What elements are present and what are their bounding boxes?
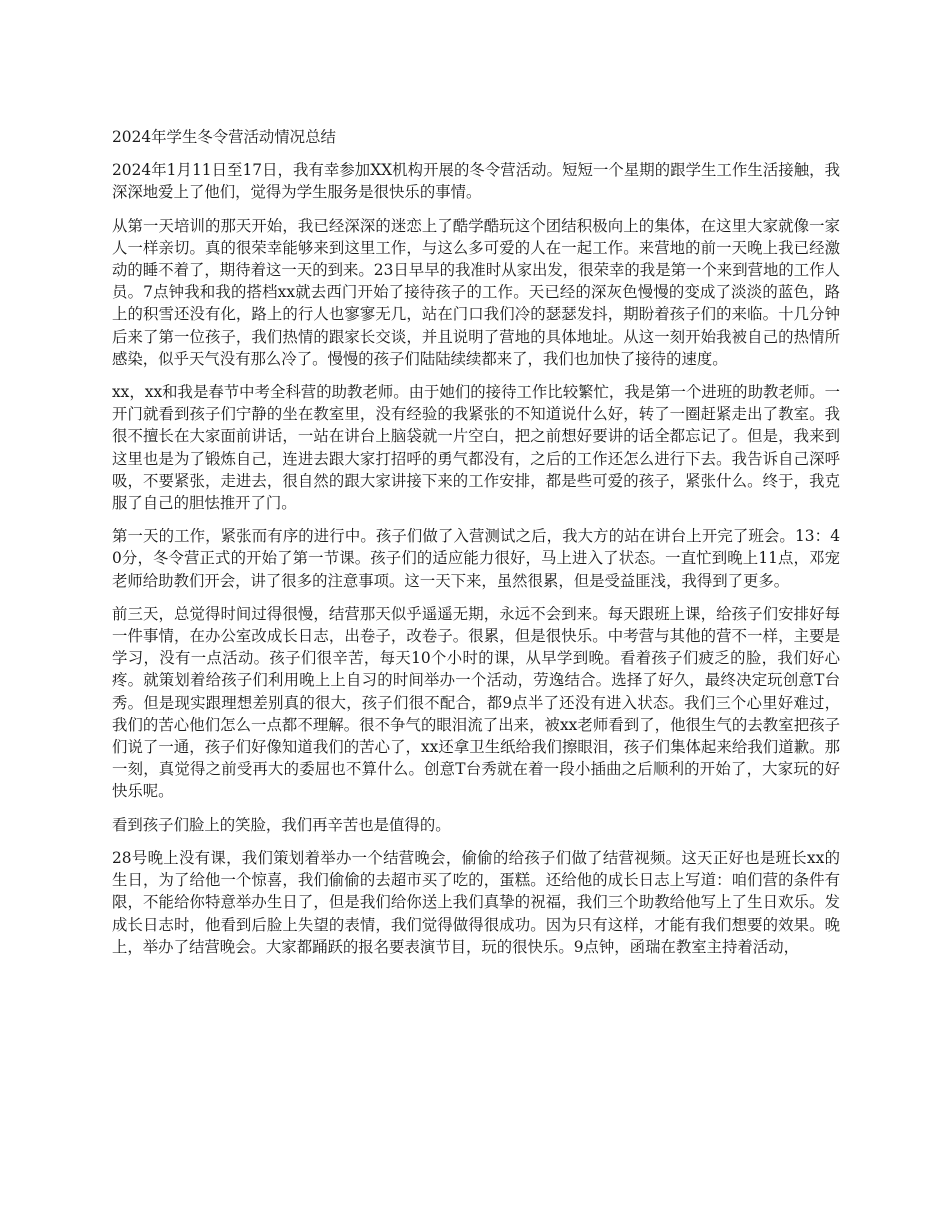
paragraph-7: 28号晚上没有课，我们策划着举办一个结营晚会，偷偷的给孩子们做了结营视频。这天正好也是班长xx的生日，为了给他一个惊喜，我们偷偷的去超市买了吃的，蛋糕。还给他的成长日志上写道：咱们营的条件有限，不能给你特意举办生日了，但是我们给你送上我们真挚的祝福，我们三个助教给他写上了生日欢乐。发成长日志时，他看到后脸上失望的表情，我们觉得做得很成功。因为只有这样，才能有我们想要的效果。晚上，举办了结营晚会。大家都踊跃的报名要表演节目，玩的很快乐。9点钟，函瑞在教室主持着活动， [112,848,840,956]
paragraph-3: xx，xx和我是春节中考全科营的助教老师。由于她们的接待工作比较繁忙，我是第一个进班的助教老师。一开门就看到孩子们宁静的坐在教室里，没有经验的我紧张的不知道说什么好，转了一圈赶紧走出了教室。我很不擅长在大家面前讲话，一站在讲台上脑袋就一片空白，把之前想好要讲的话全都忘记了。但是，我来到这里也是为了锻炼自己，连进去跟大家打招呼的勇气都没有，之后的工作还怎么进行下去。我告诉自己深呼吸，不要紧张，走进去，很自然的跟大家讲接下来的工作安排，都是些可爱的孩子，紧张什么。终于，我克服了自己的胆怯推开了门。 [112,383,840,513]
paragraph-5: 前三天，总觉得时间过得很慢，结营那天似乎遥遥无期，永远不会到来。每天跟班上课，给孩子们安排好每一件事情，在办公室改成长日志，出卷子，改卷子。很累，但是很快乐。中考营与其他的营不一样，主要是学习，没有一点活动。孩子们很辛苦，每天10个小时的课，从早学到晚。看着孩子们疲乏的脸，我们好心疼。就策划着给孩子们利用晚上上自习的时间举办一个活动，劳逸结合。选择了好久，最终决定玩创意T台秀。但是现实跟理想差别真的很大，孩子们很不配合，都9点半了还没有进入状态。我们三个心里好难过，我们的苦心他们怎么一点都不理解。很不争气的眼泪流了出来，被xx老师看到了，他很生气的去教室把孩子们说了一通，孩子们好像知道我们的苦心了，xx还拿卫生纸给我们擦眼泪，孩子们集体起来给我们道歉。那一刻，真觉得之前受再大的委屈也不算什么。创意T台秀就在着一段小插曲之后顺利的开始了，大家玩的好快乐呢。 [112,604,840,801]
paragraph-4: 第一天的工作，紧张而有序的进行中。孩子们做了入营测试之后，我大方的站在讲台上开完了班会。13：40分，冬令营正式的开始了第一节课。孩子们的适应能力很好，马上进入了状态。一直忙到晚上11点，邓宠老师给助教们开会，讲了很多的注意事项。这一天下来，虽然很累，但是受益匪浅，我得到了更多。 [112,527,840,590]
document-title: 2024年学生冬令营活动情况总结 [112,128,336,146]
document-page [112,126,840,969]
paragraph-1: 2024年1月11日至17日，我有幸参加XX机构开展的冬令营活动。短短一个星期的跟学生工作生活接触，我深深地爱上了他们，觉得为学生服务是很快乐的事情。 [112,161,840,202]
paragraph-2: 从第一天培训的那天开始，我已经深深的迷恋上了酷学酷玩这个团结积极向上的集体，在这里大家就像一家人一样亲切。真的很荣幸能够来到这里工作，与这么多可爱的人在一起工作。来营地的前一天晚上我已经激动的睡不着了，期待着这一天的到来。23日早早的我准时从家出发，很荣幸的我是第一个来到营地的工作人员。7点钟我和我的搭档xx就去西门开始了接待孩子的工作。天已经的深灰色慢慢的变成了淡淡的蓝色，路上的积雪还没有化，路上的行人也寥寥无几，站在门口我们冷的瑟瑟发抖，期盼着孩子们的来临。十几分钟后来了第一位孩子，我们热情的跟家长交谈，并且说明了营地的具体地址。从这一刻开始我被自己的热情所感染，似乎天气没有那么冷了。慢慢的孩子们陆陆续续都来了，我们也加快了接待的速度。 [112,216,840,368]
paragraph-6: 看到孩子们脸上的笑脸，我们再辛苦也是值得的。 [112,815,451,834]
